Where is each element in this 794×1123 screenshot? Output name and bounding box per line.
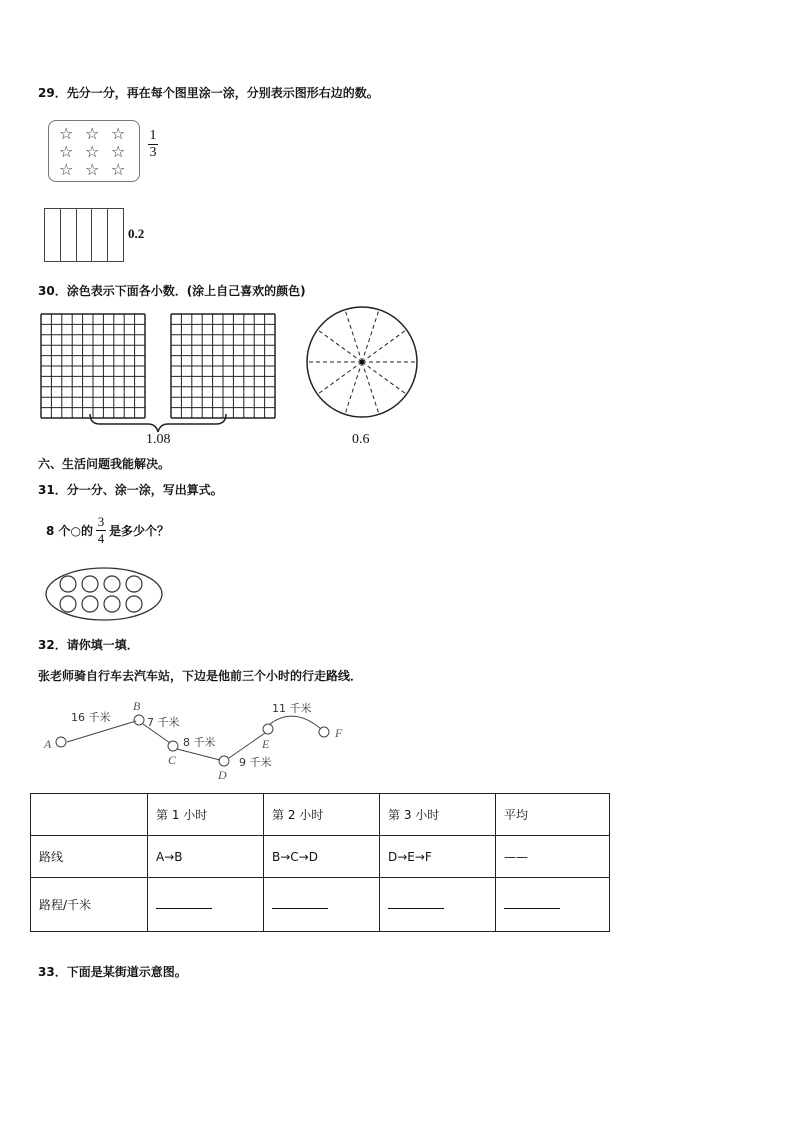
star-grid: [49, 121, 139, 178]
q33-title: 33．下面是某街道示意图。: [38, 965, 187, 979]
small-circle[interactable]: [60, 596, 76, 612]
star-icon: ☆: [59, 124, 74, 143]
q31-prompt-after: 是多少个？: [109, 524, 170, 538]
node-e: [263, 724, 273, 734]
node-a: [56, 737, 66, 747]
route-cell: ——: [496, 836, 610, 878]
row-label: 路线: [31, 836, 148, 878]
letter-c: C: [168, 753, 177, 767]
strip-section[interactable]: [61, 209, 77, 261]
hundred-grid-2[interactable]: [171, 314, 275, 418]
circle-radius-line: [362, 362, 406, 394]
small-circle[interactable]: [126, 576, 142, 592]
strip-section[interactable]: [45, 209, 61, 261]
star-icon: ☆: [111, 124, 126, 143]
header-cell: 第 3 小时: [380, 794, 496, 836]
star-icon: ☆: [85, 124, 100, 143]
strip-section[interactable]: [108, 209, 123, 261]
q29-title: 29．先分一分，再在每个图里涂一涂，分别表示图形右边的数。: [38, 86, 379, 100]
small-circle[interactable]: [82, 576, 98, 592]
circle-radius-line: [362, 310, 379, 362]
route-cell: A→B: [148, 836, 264, 878]
q31-denominator: 4: [97, 531, 105, 546]
circle-center: [360, 360, 365, 365]
table-row: [31, 878, 610, 932]
decimal-label: 0.2: [128, 226, 145, 241]
node-c: [168, 741, 178, 751]
hundred-grids: [38, 310, 288, 445]
distance-blank-1[interactable]: [148, 878, 264, 932]
strip-section[interactable]: [92, 209, 108, 261]
node-d: [219, 756, 229, 766]
route-cell: B→C→D: [264, 836, 380, 878]
star-icon: ☆: [85, 142, 100, 161]
circle-radius-line: [345, 362, 362, 414]
label-de: 9 千米: [239, 756, 272, 769]
hundred-grid-1[interactable]: [41, 314, 145, 418]
route-table: [30, 793, 610, 932]
circle-label: 0.6: [352, 432, 370, 447]
star-icon: ☆: [111, 142, 126, 161]
letter-d: D: [218, 768, 227, 782]
q30-title: 30．涂色表示下面各小数．(涂上自己喜欢的颜色): [38, 284, 306, 298]
star-icon: ☆: [111, 160, 126, 179]
circle-figure[interactable]: [302, 306, 426, 418]
circle-radius-line: [362, 362, 379, 414]
row-label: 路程/千米: [31, 878, 148, 932]
circle-radius-line: [318, 330, 362, 362]
circle-radius-line: [345, 310, 362, 362]
star-icon: ☆: [59, 142, 74, 161]
circles-oval[interactable]: [44, 566, 164, 622]
circle-radius-line: [362, 330, 406, 362]
header-cell: 第 2 小时: [264, 794, 380, 836]
decimal-strip[interactable]: [44, 208, 124, 262]
star-icon: ☆: [85, 160, 100, 179]
node-f: [319, 727, 329, 737]
q32-title: 32．请你填一填．: [38, 638, 139, 652]
q31-numerator: 3: [97, 514, 105, 529]
route-map: [40, 696, 370, 786]
distance-blank-average[interactable]: [496, 878, 610, 932]
label-ab: 16 千米: [71, 711, 111, 724]
small-circle[interactable]: [60, 576, 76, 592]
fraction-denominator: 3: [149, 145, 157, 160]
letter-a: A: [44, 737, 52, 751]
q31-prompt-before: 8 个○的: [46, 524, 93, 538]
header-cell: [31, 794, 148, 836]
label-bc: 7 千米: [147, 716, 180, 729]
q31-title: 31．分一分、涂一涂，写出算式。: [38, 483, 223, 497]
small-circle[interactable]: [126, 596, 142, 612]
strip-section[interactable]: [77, 209, 93, 261]
node-b: [134, 715, 144, 725]
small-circle[interactable]: [104, 596, 120, 612]
letter-b: B: [133, 699, 141, 713]
brace: [90, 414, 226, 432]
header-cell: 第 1 小时: [148, 794, 264, 836]
distance-blank-2[interactable]: [264, 878, 380, 932]
q32-description: 张老师骑自行车去汽车站，下边是他前三个小时的行走路线．: [38, 669, 363, 683]
label-cd: 8 千米: [183, 736, 216, 749]
star-icon: ☆: [59, 160, 74, 179]
label-ef: 11 千米: [272, 702, 312, 715]
letter-e: E: [262, 737, 270, 751]
header-cell: 平均: [496, 794, 610, 836]
distance-blank-3[interactable]: [380, 878, 496, 932]
table-row: [31, 836, 610, 878]
section6-title: 六、生活问题我能解决。: [38, 457, 171, 471]
grid-label: 1.08: [146, 432, 171, 447]
small-circle[interactable]: [82, 596, 98, 612]
table-header-row: [31, 794, 610, 836]
q31-prompt: [46, 515, 169, 546]
route-cell: D→E→F: [380, 836, 496, 878]
fraction-numerator: 1: [149, 128, 157, 143]
fraction-one-third: [148, 128, 158, 160]
star-box[interactable]: [48, 120, 140, 182]
letter-f: F: [335, 726, 343, 740]
circle-radius-line: [318, 362, 362, 394]
small-circle[interactable]: [104, 576, 120, 592]
